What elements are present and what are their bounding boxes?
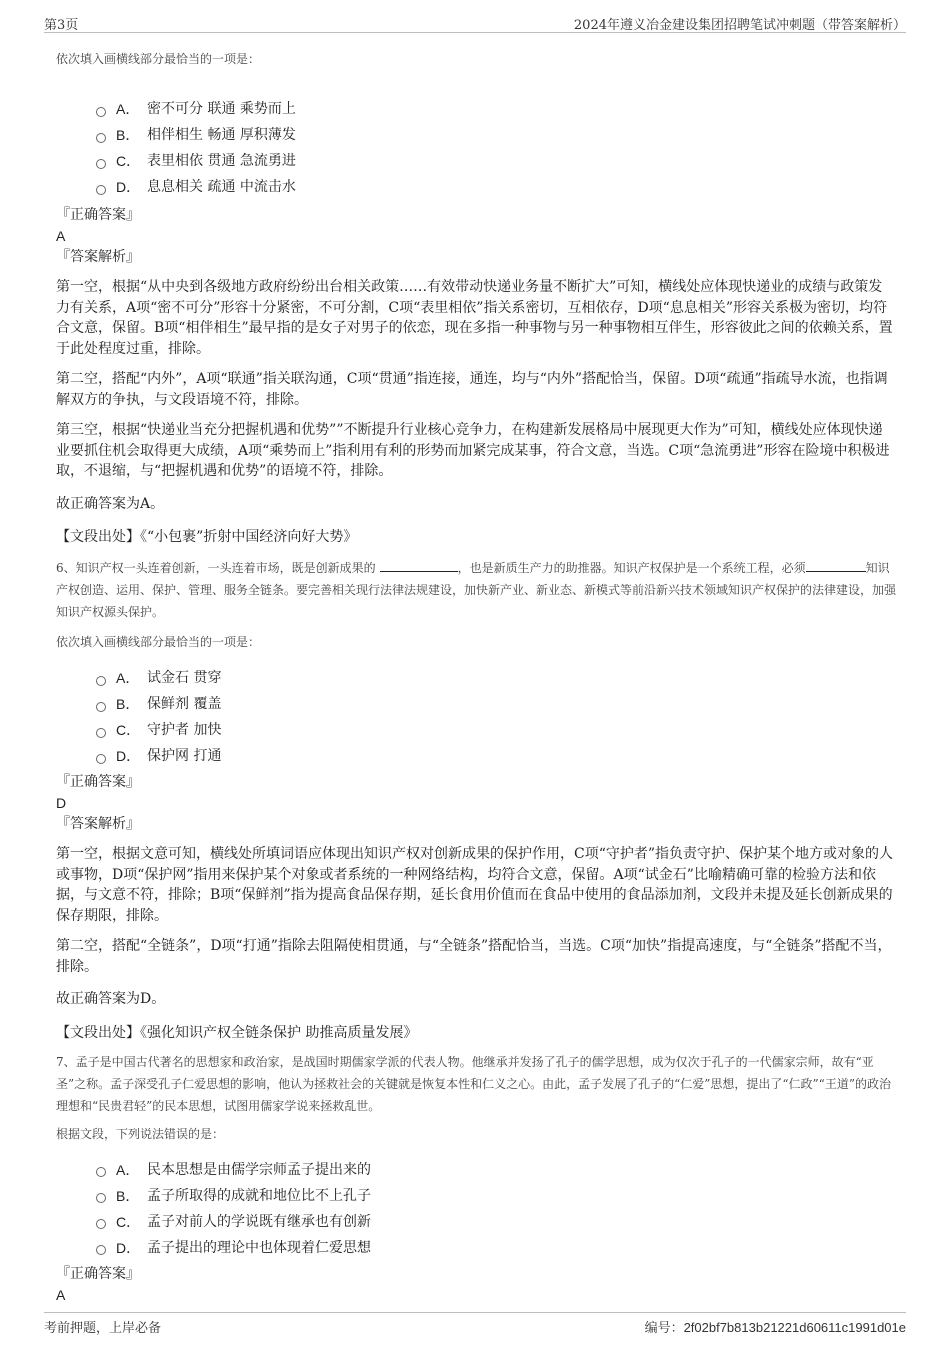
q6-option-b[interactable]: B． 保鲜剂 覆盖 bbox=[96, 691, 896, 717]
document-title: 2024年遵义冶金建设集团招聘笔试冲刺题（带答案解析） bbox=[573, 18, 906, 33]
q6-conclusion: 故正确答案为D。 bbox=[56, 991, 166, 1007]
q5-analysis-label: 『答案解析』 bbox=[56, 249, 140, 265]
q7-answer-label: 『正确答案』 bbox=[56, 1265, 140, 1282]
radio-icon[interactable] bbox=[96, 1219, 106, 1229]
q6-answer-label: 『正确答案』 bbox=[56, 774, 140, 790]
q7-answer: A bbox=[56, 1286, 66, 1303]
radio-icon[interactable] bbox=[96, 1167, 106, 1177]
q5-option-a[interactable]: A． 密不可分 联通 乘势而上 bbox=[96, 96, 896, 122]
radio-icon[interactable] bbox=[96, 728, 106, 738]
q5-prompt: 依次填入画横线部分最恰当的一项是： bbox=[56, 52, 261, 66]
q7-options bbox=[56, 1157, 896, 1261]
q6-analysis-paragraph: 第一空，根据文意可知，横线处所填词语应体现出知识产权对创新成果的保护作用，C项“守护者”指负责守护、保护某个地方或对象的人或事物，D项“保护网”指用来保护某个对象或者系统的一种网络结构，均符合文意，保留。A项“试金石”比喻精确可靠的检验方法和依据，与文意不符，排除；B项“保鲜剂”指为提高食品保存期，延长食用价值而在食品中使用的食品添加剂，文段并未提及延长创新成果的保存期限，排除。 bbox=[56, 846, 894, 924]
q6-analysis-paragraph: 第二空，搭配“全链条”，D项“打通”指除去阻隔使相贯通，与“全链条”搭配恰当，当选。C项“加快”指提高速度，与“全链条”搭配不当，排除。 bbox=[56, 938, 892, 975]
q5-answer: A bbox=[56, 228, 66, 244]
q5-answer-label: 『正确答案』 bbox=[56, 207, 140, 223]
q7-prompt: 根据文段，下列说法错误的是： bbox=[56, 1126, 225, 1141]
q6-option-c[interactable]: C． 守护者 加快 bbox=[96, 717, 896, 743]
radio-icon[interactable] bbox=[96, 133, 106, 143]
q6-analysis-label: 『答案解析』 bbox=[56, 816, 140, 832]
fill-blank bbox=[806, 559, 866, 572]
radio-icon[interactable] bbox=[96, 676, 106, 686]
q5-analysis-paragraph: 第一空，根据“从中央到各级地方政府纷纷出台相关政策……有效带动快递业务量不断扩大”可知，横线处应体现快递业的成绩与政策发力有关系，A项“密不可分”形容十分紧密，不可分割，C项“表里相依”指关系密切，互相依存，D项“息息相关”形容关系极为密切，均符合文意，保留。B项“相伴相生”最早指的是女子对男子的依恋，现在多指一种事物与另一种事物相互伴生，形容彼此之间的依赖关系，置于此处程度过重，排除。 bbox=[56, 279, 893, 357]
q7-stem: 7、孟子是中国古代著名的思想家和政治家，是战国时期儒家学派的代表人物。他继承并发扬了孔子的儒学思想，成为仅次于孔子的一代儒家宗师，故有“亚圣”之称。孟子深受孔子仁爱思想的影响，他认为拯救社会的关键就是恢复本性和仁义之心。由此，孟子发展了孔子的“仁爱”思想，提出了“仁政”“王道”的政治理想和“民贵君轻”的民本思想，试图用儒家学说来拯救乱世。 bbox=[56, 1054, 891, 1113]
q7-option-d[interactable]: D． 孟子提出的理论中也体现着仁爱思想 bbox=[96, 1235, 896, 1261]
q5-options bbox=[56, 96, 896, 200]
q5-option-d[interactable]: D． 息息相关 疏通 中流击水 bbox=[96, 174, 896, 200]
q6-prompt: 依次填入画横线部分最恰当的一项是： bbox=[56, 635, 261, 649]
document-code: 编号：2f02bf7b813b21221d60611c1991d01e bbox=[644, 1320, 906, 1335]
radio-icon[interactable] bbox=[96, 1193, 106, 1203]
radio-icon[interactable] bbox=[96, 1245, 106, 1255]
radio-icon[interactable] bbox=[96, 159, 106, 169]
q5-source: 【文段出处】《“小包裹”折射中国经济向好大势》 bbox=[56, 529, 358, 545]
q5-option-c[interactable]: C． 表里相依 贯通 急流勇进 bbox=[96, 148, 896, 174]
footer-slogan: 考前押题，上岸必备 bbox=[44, 1321, 162, 1336]
radio-icon[interactable] bbox=[96, 185, 106, 195]
q5-analysis-paragraph: 第二空，搭配“内外”，A项“联通”指关联沟通，C项“贯通”指连接，通连，均与“内外”搭配恰当，保留。D项“疏通”指疏导水流，也指调解双方的争执，与文段语境不符，排除。 bbox=[56, 371, 888, 408]
radio-icon[interactable] bbox=[96, 702, 106, 712]
q6-answer: D bbox=[56, 795, 67, 811]
page-content bbox=[56, 42, 896, 1304]
fill-blank bbox=[380, 559, 458, 572]
q6-option-d[interactable]: D． 保护网 打通 bbox=[96, 743, 896, 769]
q6-stem: 6、知识产权一头连着创新，一头连着市场，既是创新成果的 ，也是新质生产力的助推器。知识产权保护是一个系统工程，必须 知识产权创造、运用、保护、管理、服务全链条。要完善相关现行法律法规建设，加快新产业、新业态、新模式等前沿新兴技术领域知识产权保护的法律建设，加强知识产权源头保护。 bbox=[56, 561, 897, 619]
q6-option-a[interactable]: A． 试金石 贯穿 bbox=[96, 665, 896, 691]
radio-icon[interactable] bbox=[96, 754, 106, 764]
q7-option-c[interactable]: C． 孟子对前人的学说既有继承也有创新 bbox=[96, 1209, 896, 1235]
q6-source: 【文段出处】《强化知识产权全链条保护 助推高质量发展》 bbox=[56, 1024, 418, 1041]
page-footer bbox=[44, 1312, 906, 1335]
q7-option-a[interactable]: A． 民本思想是由儒学宗师孟子提出来的 bbox=[96, 1157, 896, 1183]
q5-option-b[interactable]: B． 相伴相生 畅通 厚积薄发 bbox=[96, 122, 896, 148]
q7-option-b[interactable]: B． 孟子所取得的成就和地位比不上孔子 bbox=[96, 1183, 896, 1209]
q6-options bbox=[56, 665, 896, 769]
q5-analysis-paragraph: 第三空，根据“快递业当充分把握机遇和优势””不断提升行业核心竞争力，在构建新发展格局中展现更大作为”可知，横线处应体现快递业要抓住机会取得更大成绩，A项“乘势而上”指利用有利的形势而加紧完成某事，符合文意，当选。C项“急流勇进”形容在险境中积极进取，不退缩，与“把握机遇和优势”的语境不符，排除。 bbox=[56, 422, 890, 479]
page-number: 第3页 bbox=[44, 18, 79, 33]
radio-icon[interactable] bbox=[96, 107, 106, 117]
page-header bbox=[44, 10, 906, 33]
q5-conclusion: 故正确答案为A。 bbox=[56, 495, 165, 512]
